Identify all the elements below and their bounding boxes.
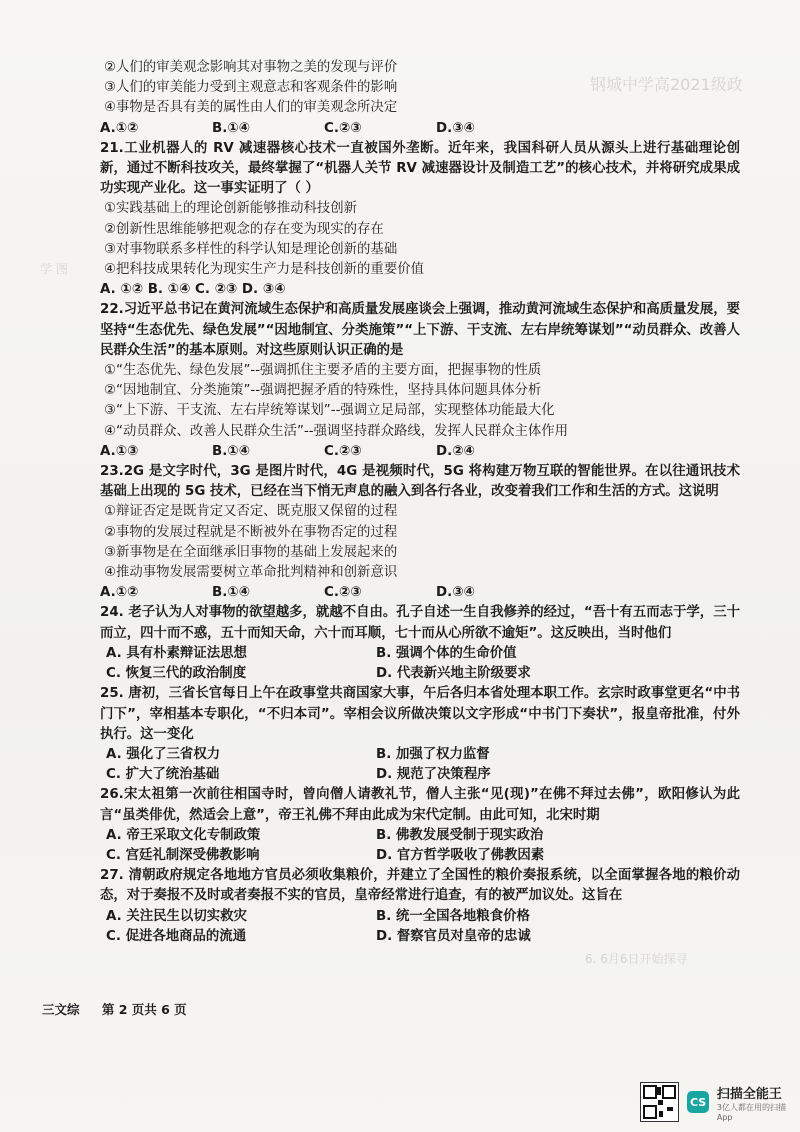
option-1: ①实践基础上的理论创新能够推动科技创新 — [104, 201, 358, 217]
question-26-stem: 26.宋太祖第一次前往相国寺时，曾向僧人请教礼节，僧人主张“见(现)”在佛不拜过去佛”，欧阳修认为此言“虽类俳优，然适会上意”，帝王礼佛不拜由此成为宋代定制。由此可知，北宋时期 — [100, 787, 740, 823]
answer-choices — [100, 442, 740, 462]
option-3: ③“上下游、干支流、左右岸统筹谋划”--强调立足局部，实现整体功能最大化 — [104, 403, 555, 419]
option-4: ④把科技成果转化为现实生产力是科技创新的重要价值 — [104, 262, 424, 278]
bleed-through-text: 6. 6月6日开始探寻 — [585, 952, 688, 966]
choice-c[interactable]: C. 宫廷礼制深受佛教影响 — [106, 847, 260, 863]
choice-b[interactable]: B. 加强了权力监督 — [376, 746, 490, 762]
choice-a[interactable]: A.①③ — [100, 443, 139, 459]
answer-choices — [100, 907, 740, 947]
answer-choices — [100, 583, 740, 603]
option-1: ①辩证否定是既肯定又否定、既克服又保留的过程 — [104, 504, 398, 520]
choice-d[interactable]: D. 规范了决策程序 — [376, 767, 491, 783]
question-23-stem: 23.2G 是文字时代，3G 是图片时代，4G 是视频时代，5G 将构建万物互联的智能世界。在以往通讯技术基础上出现的 5G 技术，已经在当下悄无声息的融入到各行各业，改变着我们工作和生活的方式。这说明 — [100, 464, 740, 500]
option-4: ④推动事物发展需要树立革命批判精神和创新意识 — [104, 565, 398, 581]
choice-a[interactable]: A. 强化了三省权力 — [106, 746, 221, 762]
choice-d[interactable]: D.②④ — [436, 443, 475, 459]
bleed-through-text: 学 图 — [40, 262, 68, 276]
scanner-watermark — [640, 1082, 800, 1122]
answer-choices — [100, 119, 740, 139]
choice-d[interactable]: D. 代表新兴地主阶级要求 — [376, 666, 531, 682]
option-2: ②人们的审美观念影响其对事物之美的发现与评价 — [104, 60, 398, 75]
question-block — [100, 58, 740, 947]
choice-b[interactable]: B. 佛教发展受制于现实政治 — [376, 827, 544, 843]
choice-d[interactable]: D.③④ — [436, 120, 475, 136]
question-21-stem: 21.工业机器人的 RV 减速器核心技术一直被国外垄断。近年来，我国科研人员从源头上进行基础理论创新，通过不断科技攻关，最终掌握了“机器人关节 RV 减速器设计及制造工艺”的核心技术，并将研究成果成功实现产业化。这一事实证明了（ ） — [100, 140, 740, 197]
camscanner-logo-icon: CS — [687, 1091, 709, 1113]
choice-d[interactable]: D. 督察官员对皇帝的忠诚 — [376, 928, 531, 944]
choice-c[interactable]: C.②③ — [324, 443, 362, 459]
subject-label: 三文综 — [42, 1002, 80, 1017]
option-1: ①“生态优先、绿色发展”--强调抓住主要矛盾的主要方面，把握事物的性质 — [104, 363, 542, 379]
page-number: 第 2 页共 6 页 — [101, 1002, 187, 1017]
choice-b[interactable]: B. 统一全国各地粮食价格 — [376, 908, 530, 924]
option-3: ③人们的审美能力受到主观意志和客观条件的影响 — [104, 80, 398, 96]
choice-a[interactable]: A. 具有朴素辩证法思想 — [106, 645, 247, 661]
choice-d[interactable]: D.③④ — [436, 585, 475, 601]
scanner-tagline: 3亿人都在用的扫描App — [716, 1102, 786, 1122]
choice-b[interactable]: B.①④ — [212, 443, 250, 459]
choice-b[interactable]: B.①④ — [212, 120, 250, 136]
choice-c[interactable]: C. 恢复三代的政治制度 — [106, 666, 247, 682]
answer-choices — [100, 745, 740, 785]
choice-b[interactable]: B. 强调个体的生命价值 — [376, 645, 517, 661]
question-25-stem: 25. 唐初，三省长官每日上午在政事堂共商国家大事，午后各归本省处理本职工作。玄宗时政事堂更名“中书门下”，宰相基本专职化，“不归本司”。宰相会议所做决策以文字形成“中书门下奏状”，报皇帝批准，付外执行。这一变化 — [100, 686, 740, 742]
choice-d[interactable]: D. 官方哲学吸收了佛教因素 — [376, 847, 545, 863]
option-4: ④“动员群众、改善人民群众生活”--强调坚持群众路线，发挥人民群众主体作用 — [104, 423, 569, 439]
choice-c[interactable]: C. 促进各地商品的流通 — [106, 928, 247, 944]
option-2: ②事物的发展过程就是不断被外在事物否定的过程 — [104, 524, 398, 540]
choice-a[interactable]: A. 帝王采取文化专制政策 — [106, 827, 261, 843]
bleed-through-text: 钢城中学高2021级政 — [590, 75, 743, 94]
option-2: ②“因地制宜、分类施策”--强调把握矛盾的特殊性，坚持具体问题具体分析 — [104, 383, 542, 399]
question-27-stem: 27. 清朝政府规定各地地方官员必须收集粮价，并建立了全国性的粮价奏报系统，以全面掌握各地的粮价动态，对于奏报不及时或者奏报不实的官员，皇帝经常进行追查，有的被严加议处。这旨在 — [100, 868, 740, 904]
choice-a[interactable]: A.①② — [100, 120, 139, 136]
page-footer — [42, 1000, 205, 1018]
answer-choices — [100, 826, 740, 866]
option-3: ③新事物是在全面继承旧事物的基础上发展起来的 — [104, 544, 398, 560]
question-22-stem: 22.习近平总书记在黄河流域生态保护和高质量发展座谈会上强调，推动黄河流域生态保护和高质量发展，要坚持“生态优先、绿色发展”“因地制宜、分类施策”“上下游、干支流、左右岸统筹谋划”“动员群众、改善人民群众生活”的基本原则。对这些原则认识正确的是 — [100, 302, 740, 358]
scanner-brand: 扫描全能王 — [716, 1086, 782, 1102]
answer-choices — [100, 644, 740, 684]
choice-a[interactable]: A.①② — [100, 585, 139, 601]
choice-c[interactable]: C.②③ — [324, 585, 362, 601]
question-24-stem: 24. 老子认为人对事物的欲望越多，就越不自由。孔子自述一生自我修养的经过，“吾十有五而志于学，三十而立，四十而不惑，五十而知天命，六十而耳顺，七十而从心所欲不逾矩”。这反映出，当时他们 — [100, 605, 740, 641]
option-2: ②创新性思维能够把观念的存在变为现实的存在 — [104, 221, 384, 237]
choice-a[interactable]: A. 关注民生以切实救灾 — [106, 908, 247, 924]
choice-c[interactable]: C. 扩大了统治基础 — [106, 767, 220, 783]
choice-b[interactable]: B.①④ — [212, 585, 250, 601]
qr-code-icon — [640, 1082, 679, 1122]
choice-c[interactable]: C.②③ — [324, 120, 362, 136]
option-3: ③对事物联系多样性的科学认知是理论创新的基础 — [104, 241, 398, 257]
answer-choices[interactable]: A. ①② B. ①④ C. ②③ D. ③④ — [100, 282, 286, 298]
option-4: ④事物是否具有美的属性由人们的审美观念所决定 — [104, 100, 398, 116]
